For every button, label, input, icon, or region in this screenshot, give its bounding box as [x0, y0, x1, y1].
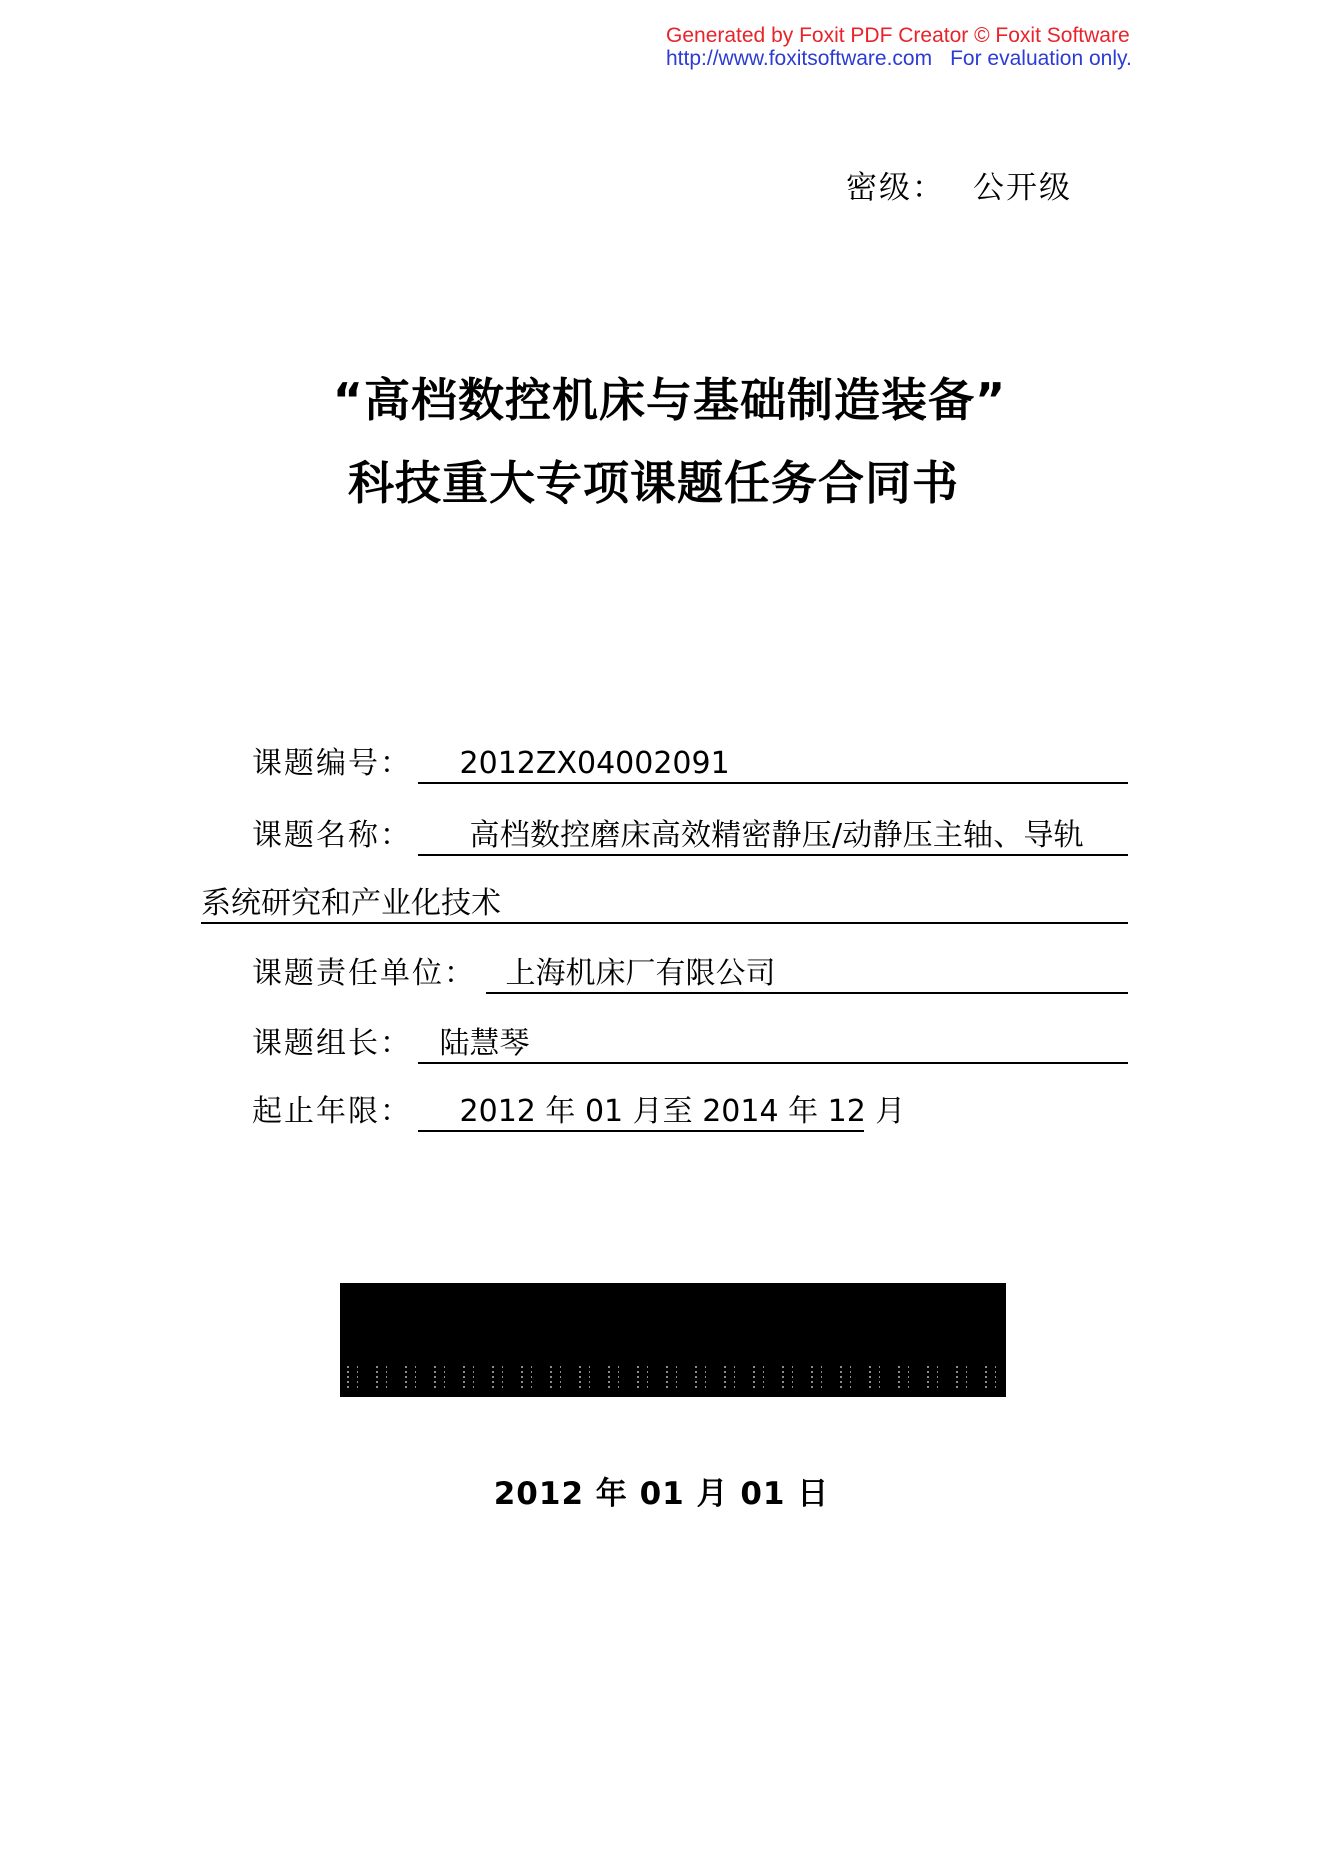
watermark-creator-line: Generated by Foxit PDF Creator © Foxit Software — [666, 24, 1130, 47]
secrecy-value: 公开级 — [973, 170, 1072, 206]
project-leader-value: 陆慧琴 — [439, 1026, 530, 1061]
redacted-block — [340, 1283, 1006, 1397]
project-number-label: 课题编号： — [252, 746, 412, 781]
project-leader-label: 课题组长： — [252, 1026, 412, 1061]
project-name-value-line1: 高档数控磨床高效精密静压/动静压主轴、导轨 — [469, 818, 1084, 853]
document-title-line2: 科技重大专项课题任务合同书 — [348, 456, 959, 510]
project-name-value-line2: 系统研究和产业化技术 — [201, 886, 501, 921]
field-project-leader — [252, 1022, 530, 1066]
project-name-underline-1 — [418, 854, 1128, 856]
project-period-label: 起止年限： — [252, 1094, 412, 1129]
document-date: 2012 年 01 月 01 日 — [493, 1476, 830, 1512]
document-title-line1: “高档数控机床与基础制造装备” — [332, 373, 1007, 427]
watermark-note: For evaluation only. — [950, 47, 1132, 70]
project-name-label: 课题名称： — [252, 818, 412, 853]
project-number-underline — [418, 782, 1128, 784]
field-project-period — [252, 1090, 905, 1134]
redaction-noise — [340, 1366, 1006, 1388]
responsible-unit-value: 上海机床厂有限公司 — [505, 956, 776, 991]
project-period-underline — [418, 1130, 864, 1132]
field-project-name — [252, 814, 1084, 858]
secrecy-label: 密级： — [846, 170, 945, 206]
field-project-name-continued — [201, 882, 501, 926]
field-responsible-unit — [252, 952, 776, 996]
watermark-url: http://www.foxitsoftware.com — [666, 47, 933, 70]
responsible-unit-label: 课题责任单位： — [252, 956, 476, 991]
project-period-value: 2012 年 01 月至 2014 年 12 月 — [459, 1094, 906, 1129]
project-leader-underline — [418, 1062, 1128, 1064]
responsible-unit-underline — [486, 992, 1128, 994]
project-number-value: 2012ZX04002091 — [459, 746, 730, 781]
field-project-number — [252, 742, 730, 786]
project-name-underline-2 — [201, 922, 1128, 924]
